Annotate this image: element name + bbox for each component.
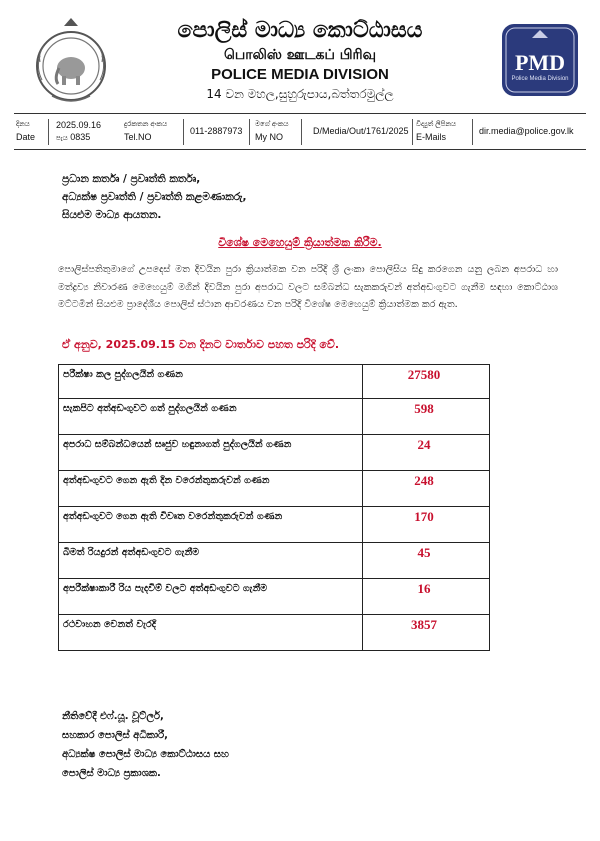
- row-value: 248: [362, 471, 489, 507]
- table-row: [59, 365, 490, 399]
- divider: [48, 119, 49, 145]
- time-label-si: පැය: [56, 135, 68, 142]
- row-label: සැකපිට අත්අඩංගුවට ගත් පුද්ගලයින් ගණන: [59, 399, 363, 435]
- title-english: POLICE MEDIA DIVISION: [211, 66, 389, 83]
- pmd-logo-text: PMD: [514, 50, 566, 75]
- date-label-si: දිනය: [16, 121, 30, 128]
- divider: [183, 119, 184, 145]
- report-intro-line: ඒ අනුව, 2025.09.15 වන දිනට වාර්තාව පහත පරිදි වේ.: [62, 338, 340, 351]
- table-row: [59, 471, 490, 507]
- table-row: [59, 399, 490, 435]
- row-value: 27580: [362, 365, 489, 399]
- header-rule-top: [14, 113, 586, 114]
- tel-value: 011-2887973: [190, 126, 243, 136]
- row-label: පරීක්ෂා කල පුද්ගලයින් ගණන: [59, 365, 363, 399]
- row-value: 24: [362, 435, 489, 471]
- email-value[interactable]: dir.media@police.gov.lk: [479, 126, 574, 136]
- row-label: බීමත් රියදුරන් අත්අඩංගුවට ගැනීම: [59, 543, 363, 579]
- date-label: Date: [16, 132, 36, 142]
- email-label-si: විද්‍යුත් ලිපිනය: [416, 121, 457, 128]
- recipient-line: සියළුම මාධ්‍ය ආයතන.: [62, 209, 162, 221]
- row-value: 598: [362, 399, 489, 435]
- pmd-logo-subtext: Police Media Division: [511, 76, 569, 82]
- tel-label: Tel.NO: [124, 132, 152, 142]
- divider: [472, 119, 473, 145]
- table-row: [59, 507, 490, 543]
- row-label: අත්අඩංගුවට ගෙන ඇති විවෘත වරෙන්තුකරුවන් ගණන: [59, 507, 363, 543]
- statistics-table: [58, 364, 490, 651]
- recipients-block: [62, 170, 247, 224]
- time-value: 0835: [70, 132, 91, 142]
- row-label: රථවාහන වෙනත් වැරදි: [59, 615, 363, 651]
- email-label-block: [416, 119, 456, 143]
- signature-line: සහකාර පොලිස් අධිකාරී,: [62, 730, 168, 741]
- row-value: 45: [362, 543, 489, 579]
- reference-number: D/Media/Out/1761/2025: [313, 126, 409, 136]
- recipient-line: ප්‍රධාන කර්තෘ / ප්‍රවෘත්ති කර්තෘ,: [62, 173, 201, 185]
- signature-line: අධ්‍යක්ෂ පොලිස් මාධ්‍ය කොට්ඨාසය සහ: [62, 749, 229, 760]
- date-value-block: [56, 119, 101, 145]
- signature-block: [62, 707, 229, 783]
- title-sinhala: පොලිස් මාධ්‍ය කොට්ඨාසය: [177, 18, 423, 43]
- table-row: [59, 435, 490, 471]
- divider: [412, 119, 413, 145]
- row-value: 170: [362, 507, 489, 543]
- tel-label-si: දුරකතන අංකය: [124, 121, 168, 128]
- header-rule-bottom: [14, 149, 586, 150]
- email-label: E-Mails: [416, 132, 447, 142]
- my-no-label: My NO: [255, 132, 283, 142]
- title-tamil: பொலிஸ் ஊடகப் பிரிவு: [223, 47, 377, 63]
- recipient-line: අධ්‍යක්ෂ ප්‍රවෘත්ති / ප්‍රවෘත්ති කළමණාකරු,: [62, 191, 247, 203]
- row-value: 3857: [362, 615, 489, 651]
- signature-line: නීතිවේදී එෆ්.යූ. වූට්ලර්,: [62, 711, 164, 722]
- my-no-label-si: මගේ අංකය: [255, 121, 289, 128]
- table-row: [59, 615, 490, 651]
- date-value: 2025.09.16: [56, 120, 102, 130]
- table-row: [59, 543, 490, 579]
- signature-line: පොලිස් මාධ්‍ය ප්‍රකාශක.: [62, 768, 161, 779]
- address: 14 වන මහල,සුහුරුපාය,බත්තරමුල්ල: [206, 87, 394, 101]
- tel-label-block: [124, 119, 167, 143]
- my-no-label-block: [255, 119, 289, 143]
- date-label-block: [16, 119, 35, 143]
- divider: [301, 119, 302, 145]
- body-paragraph: පොලිස්පතිතුමාගේ උපදෙස් මත දිවයින පුරා ක්‍රියාත්මක වන පරිදි ශ්‍රී ලංකා පොලිසිය සිදු කරගෙන යනු ලබන අපරාධ හා මත්ද්‍රව්‍ය නිවාරණ මෙහෙයුම් මගින් දිවයින පුරා අපරාධ වලට සම්බන්ධ සැකකරුවන් අත්අඩංගුවට ගැනීම සඳහා කොට්ඨාශ මට්ටමින් සියළුම ප්‍රාදේශීය පොලිස් ස්ථාන ආවරණය වන පරිදි විශේෂ මෙහෙයුම් ක්‍රියාත්මක කර ඇත.: [58, 264, 558, 310]
- divider: [249, 119, 250, 145]
- table-row: [59, 579, 490, 615]
- row-label: අත්අඩංගුවට ගෙන ඇති දින වරෙන්තුකරුවන් ගණන: [59, 471, 363, 507]
- row-label: අපරාධ සම්බන්ධයෙන් සෘජුව හඳුනාගත් පුද්ගලයින් ගණන: [59, 435, 363, 471]
- subject-heading: විශේෂ මෙහෙයුම් ක්‍රියාත්මක කිරීම.: [218, 236, 382, 249]
- row-value: 16: [362, 579, 489, 615]
- row-label: අපරීක්ෂාකාරී රිය පැදවීම් වලට අත්අඩංගුවට ගැනීම: [59, 579, 363, 615]
